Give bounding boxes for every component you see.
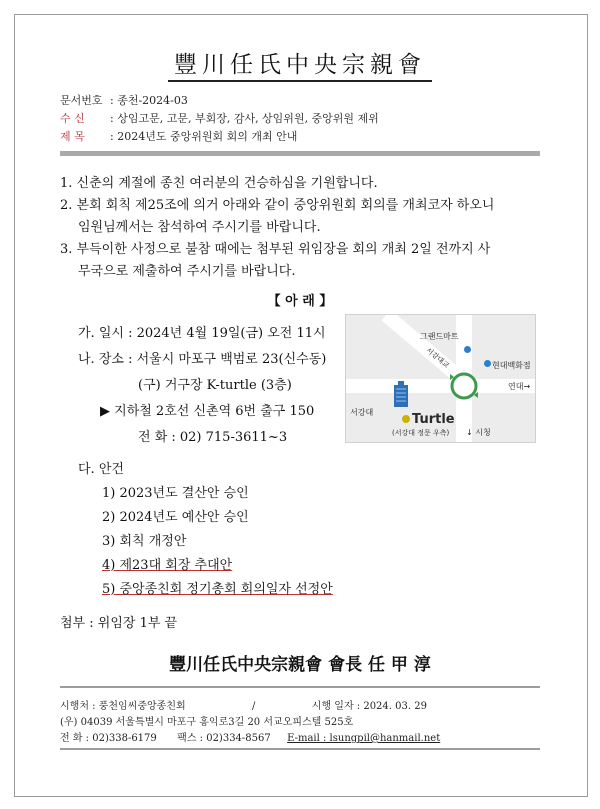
- footer-contacts: [60, 729, 440, 744]
- paragraph-3-line1: 3. 부득이한 사정으로 불참 때에는 첨부된 위임장을 회의 개최 2일 전까지 사: [60, 242, 491, 257]
- paragraph-2-line1: 2. 본회 회칙 제25조에 의거 아래와 같이 중앙위원회 회의를 개최코자 하오니: [60, 198, 495, 213]
- footer-fax: 팩스 : 02)334-8567: [177, 733, 271, 744]
- map-label-bridge: 서강대교: [424, 346, 451, 370]
- organization-title: [0, 46, 600, 79]
- footer-slash: /: [252, 701, 256, 712]
- doc-number-row: [60, 92, 188, 108]
- footer-issuer: [60, 697, 427, 712]
- map-label-yeondae: 연대→: [508, 382, 531, 391]
- location-map: [345, 314, 536, 443]
- below-heading: 【 아 래 】: [267, 294, 333, 309]
- subject-value: : 2024년도 중앙위원회 회의 개최 안내: [110, 130, 298, 143]
- map-marker-hyundai: [484, 360, 491, 367]
- agenda-item-5: 5) 중앙종친회 정기총회 회의일자 선정안: [102, 582, 333, 597]
- map-label-turtle-sub: (서강대 정문 우측): [392, 429, 450, 437]
- paragraph-1: 1. 신춘의 계절에 종친 여러분의 건승하심을 기원합니다.: [60, 176, 378, 191]
- footer-bottom-divider: [60, 748, 540, 750]
- footer-phone: 전 화 : 02)338-6179: [60, 733, 157, 744]
- map-label-hyundai: 현대백화점: [492, 361, 531, 370]
- meeting-date: 가. 일시 : 2024년 4월 19일(금) 오전 11시: [78, 326, 326, 341]
- map-marker-grand-mart: [464, 346, 471, 353]
- attachment-note: 첨부 : 위임장 1부 끝: [60, 616, 178, 631]
- doc-number-label: 문서번호: [60, 94, 103, 107]
- paragraph-2-line2: 임원님께서는 참석하여 주시기를 바랍니다.: [78, 220, 321, 235]
- footer-address: (우) 04039 서울특별시 마포구 홍익로3길 20 서교오피스텔 525호: [60, 717, 354, 728]
- agenda-item-2: 2) 2024년도 예산안 승인: [102, 510, 249, 525]
- map-label-grand-mart: 그랜드마트: [420, 332, 459, 341]
- footer-divider: [60, 686, 540, 688]
- agenda-item-3: 3) 회칙 개정안: [102, 534, 187, 549]
- map-label-sogang: 서강대: [350, 408, 374, 417]
- agenda-title: 다. 안건: [78, 462, 124, 477]
- paragraph-3-line2: 무국으로 제출하여 주시기를 바랍니다.: [78, 264, 296, 279]
- header-divider: [60, 151, 540, 156]
- agenda-item-4: 4) 제23대 회장 추대안: [102, 558, 233, 573]
- footer-issuer-name: 시행처 : 풍천임씨중앙종친회: [60, 701, 186, 712]
- meeting-place: 나. 장소 : 서울시 마포구 백범로 23(신수동): [78, 352, 327, 367]
- map-label-cityhall: ↓ 시청: [466, 428, 491, 437]
- map-label-turtle: Turtle: [412, 412, 455, 427]
- recipient-value: : 상임고문, 고문, 부회장, 감사, 상임위원, 중앙위원 제위: [110, 112, 379, 125]
- footer-issue-date: 시행 일자 : 2024. 03. 29: [311, 701, 427, 712]
- footer-email[interactable]: E-mail : lsungpil@hanmail.net: [287, 733, 441, 744]
- signature-line: 豐川任氏中央宗親會 會長 任 甲 淳: [169, 655, 431, 675]
- agenda-item-1: 1) 2023년도 결산안 승인: [102, 486, 249, 501]
- organization-name: 豐川任氏中央宗親會: [168, 52, 432, 82]
- doc-number-value: : 종천-2024-03: [110, 94, 188, 107]
- contact-phone: 전 화 : 02) 715-3611~3: [138, 430, 288, 445]
- meeting-place-old-name: (구) 거구장 K-turtle (3층): [138, 378, 292, 393]
- subject-label: 제 목: [60, 130, 85, 143]
- recipient-row: [60, 110, 379, 126]
- subject-row: [60, 128, 297, 144]
- recipient-label: 수 신: [60, 112, 85, 125]
- subway-directions: ▶ 지하철 2호선 신촌역 6번 출구 150: [100, 404, 315, 419]
